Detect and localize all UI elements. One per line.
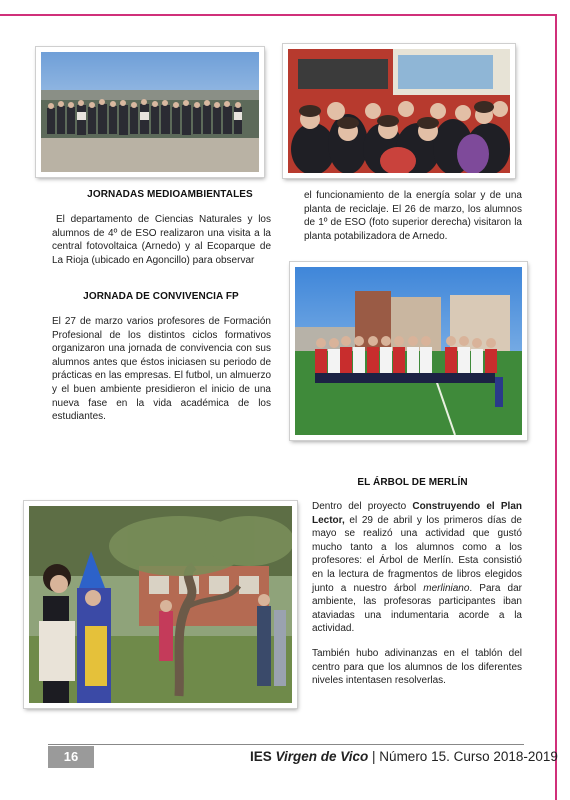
paragraph-medioambientales-1: El departamento de Ciencias Naturales y los alumnos de 4º de ESO realizaron una visita a la central fotovoltaica (Arnedo) y al Ecoparque de La Rioja (ubicado en Agoncillo) para observar — [52, 214, 271, 266]
footer-divider — [48, 744, 524, 745]
photo-solar-plant-visit — [36, 47, 264, 177]
footer-issue: | Número 15. Curso 2018-2019 — [368, 749, 558, 764]
paragraph-convivencia: El 27 de marzo varios profesores de Formación Profesional de los distintos ciclos formativos organizaron una jornada de convivencia con sus alumnos antes que éstos iniciasen su periodo de prácticas en las empresas. El futbol, un almuerzo y el buen ambiente presidieron el inicio de una nueva fase en la vida académica de los estudiantes. — [52, 316, 271, 423]
footer-publication — [250, 746, 558, 768]
photo-football-image — [295, 267, 522, 435]
page-border-right — [555, 14, 557, 800]
heading-convivencia: JORNADA DE CONVIVENCIA FP — [83, 291, 239, 302]
heading-medioambientales: JORNADAS MEDIOAMBIENTALES — [87, 189, 253, 200]
photo-merlin-image — [29, 506, 292, 703]
merliniano-word: merliniano — [423, 582, 470, 594]
photo-football-team — [290, 262, 527, 440]
photo-merlin-tree — [24, 501, 297, 708]
paragraph-merlin-1 — [312, 500, 522, 636]
paragraph-merlin-2: También hubo adivinanzas en el tablón del centro para que los alumnos de los diferentes niveles intentasen resolverlas. — [312, 648, 522, 687]
footer-school: IES — [250, 749, 276, 764]
photo-solar-plant-image — [41, 52, 259, 172]
page-border-top — [0, 14, 556, 16]
photo-water-plant-visit — [283, 44, 515, 178]
paragraph-merlin-1-part-e: . Para dar ambiente, las profesoras participantes iban ataviadas una indumentaria acorde a la actividad. — [312, 582, 522, 635]
heading-merlin: EL ÁRBOL DE MERLÍN — [357, 477, 468, 488]
paragraph-medioambientales-2: el funcionamiento de la energía solar y de una planta de reciclaje. El 26 de marzo, los alumnos de 1º de ESO (foto superior derecha) visitaron la planta potabilizadora de Arnedo. — [304, 190, 522, 242]
page-number: 16 — [48, 746, 94, 768]
photo-water-plant-image — [288, 49, 510, 173]
paragraph-merlin-1-part-a: Dentro del proyecto — [312, 501, 413, 512]
paragraph-merlin-1-part-c: el 29 de abril y los primeros días de mayo se realizó una actividad que gustó mucho tanto a los alumnos como a los profesores: el Árbol de Merlín. Esta consistió en la lectura de fragmentos de libros elegidos junto a nuestro árbol — [312, 514, 522, 594]
footer-school-name: Virgen de Vico — [275, 749, 369, 764]
plan-lector-project-name: Construyendo el Plan Lector, — [312, 501, 522, 526]
